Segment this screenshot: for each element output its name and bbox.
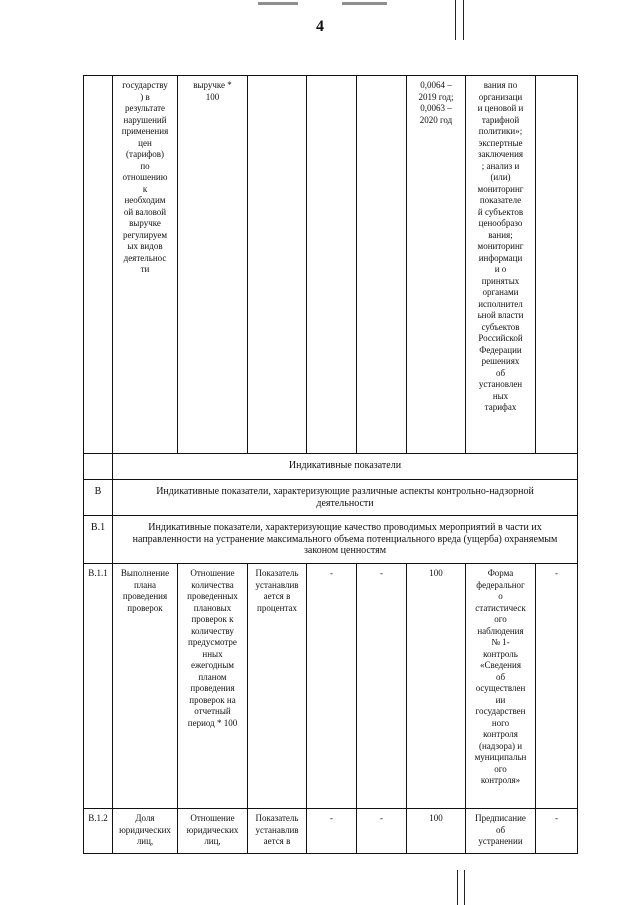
table-row-continuation (84, 76, 578, 454)
scan-artifact-top-left (258, 2, 298, 5)
value-cell: - (307, 809, 357, 854)
note-cell: - (536, 809, 578, 854)
section-b1-title: Индикативные показатели, характеризующие качество проводимых мероприятий в части их направленности на устранение максимального объема потенциального вреда (ущерба) охраняемым законом ценностям (113, 516, 578, 564)
source-cell: вания по организаци и ценовой и тарифной политики»; экспертные заключения ; анализ и (или) мониторинг показателе й субъектов ценообразо вания; мониторинг информаци и о принятых органами исполнител ьной власти субъектов Российской Федерации решениях об установлен ных тарифах (466, 76, 536, 454)
formula-cell: выручке * 100 (178, 76, 248, 454)
name-cell: Выполнение плана проведения проверок (113, 564, 178, 809)
target-cell: 100 (407, 809, 466, 854)
value-cell: - (357, 564, 407, 809)
indicators-table (83, 75, 578, 854)
note-cell: - (536, 564, 578, 809)
indicative-header: Индикативные показатели (113, 454, 578, 480)
comment-cell (248, 76, 307, 454)
value-cell (357, 76, 407, 454)
section-code: В.1 (84, 516, 113, 564)
value-cell: - (357, 809, 407, 854)
source-cell: Форма федеральног о статистическ ого наблюдения № 1- контроль «Сведения об осуществлен ии государствен ного контроля (надзора) и муниципальн ого контроля» (466, 564, 536, 809)
target-cell: 100 (407, 564, 466, 809)
empty-code-cell (84, 454, 113, 480)
section-b1-row (84, 516, 578, 564)
code-cell: В.1.1 (84, 564, 113, 809)
name-cell: Доля юридических лиц, (113, 809, 178, 854)
code-cell: В.1.2 (84, 809, 113, 854)
section-b-title: Индикативные показатели, характеризующие различные аспекты контрольно-надзорной деятельности (113, 480, 578, 516)
section-header-row (84, 454, 578, 480)
value-cell (307, 76, 357, 454)
section-code: В (84, 480, 113, 516)
scan-artifact-top-right (342, 2, 387, 5)
code-cell (84, 76, 113, 454)
target-cell: 0,0064 – 2019 год; 0,0063 – 2020 год (407, 76, 466, 454)
note-cell (536, 76, 578, 454)
value-cell: - (307, 564, 357, 809)
section-b-row (84, 480, 578, 516)
table-row-b12 (84, 809, 578, 854)
formula-cell: Отношение юридических лиц, (178, 809, 248, 854)
source-cell: Предписание об устранении (466, 809, 536, 854)
table-row-b11 (84, 564, 578, 809)
page-number: 4 (316, 18, 324, 35)
scan-artifact-line (464, 870, 465, 905)
comment-cell: Показатель устанавлив ается в (248, 809, 307, 854)
formula-cell: Отношение количества проведенных плановых проверок к количеству предусмотре нных ежегодным планом проведения проверок на отчетный период * 100 (178, 564, 248, 809)
scan-artifact-line (457, 870, 458, 905)
comment-cell: Показатель устанавлив ается в процентах (248, 564, 307, 809)
name-cell: государству ) в результате нарушений применения цен (тарифов) по отношению к необходим ой валовой выручке регулируем ых видов деятельнос ти (113, 76, 178, 454)
